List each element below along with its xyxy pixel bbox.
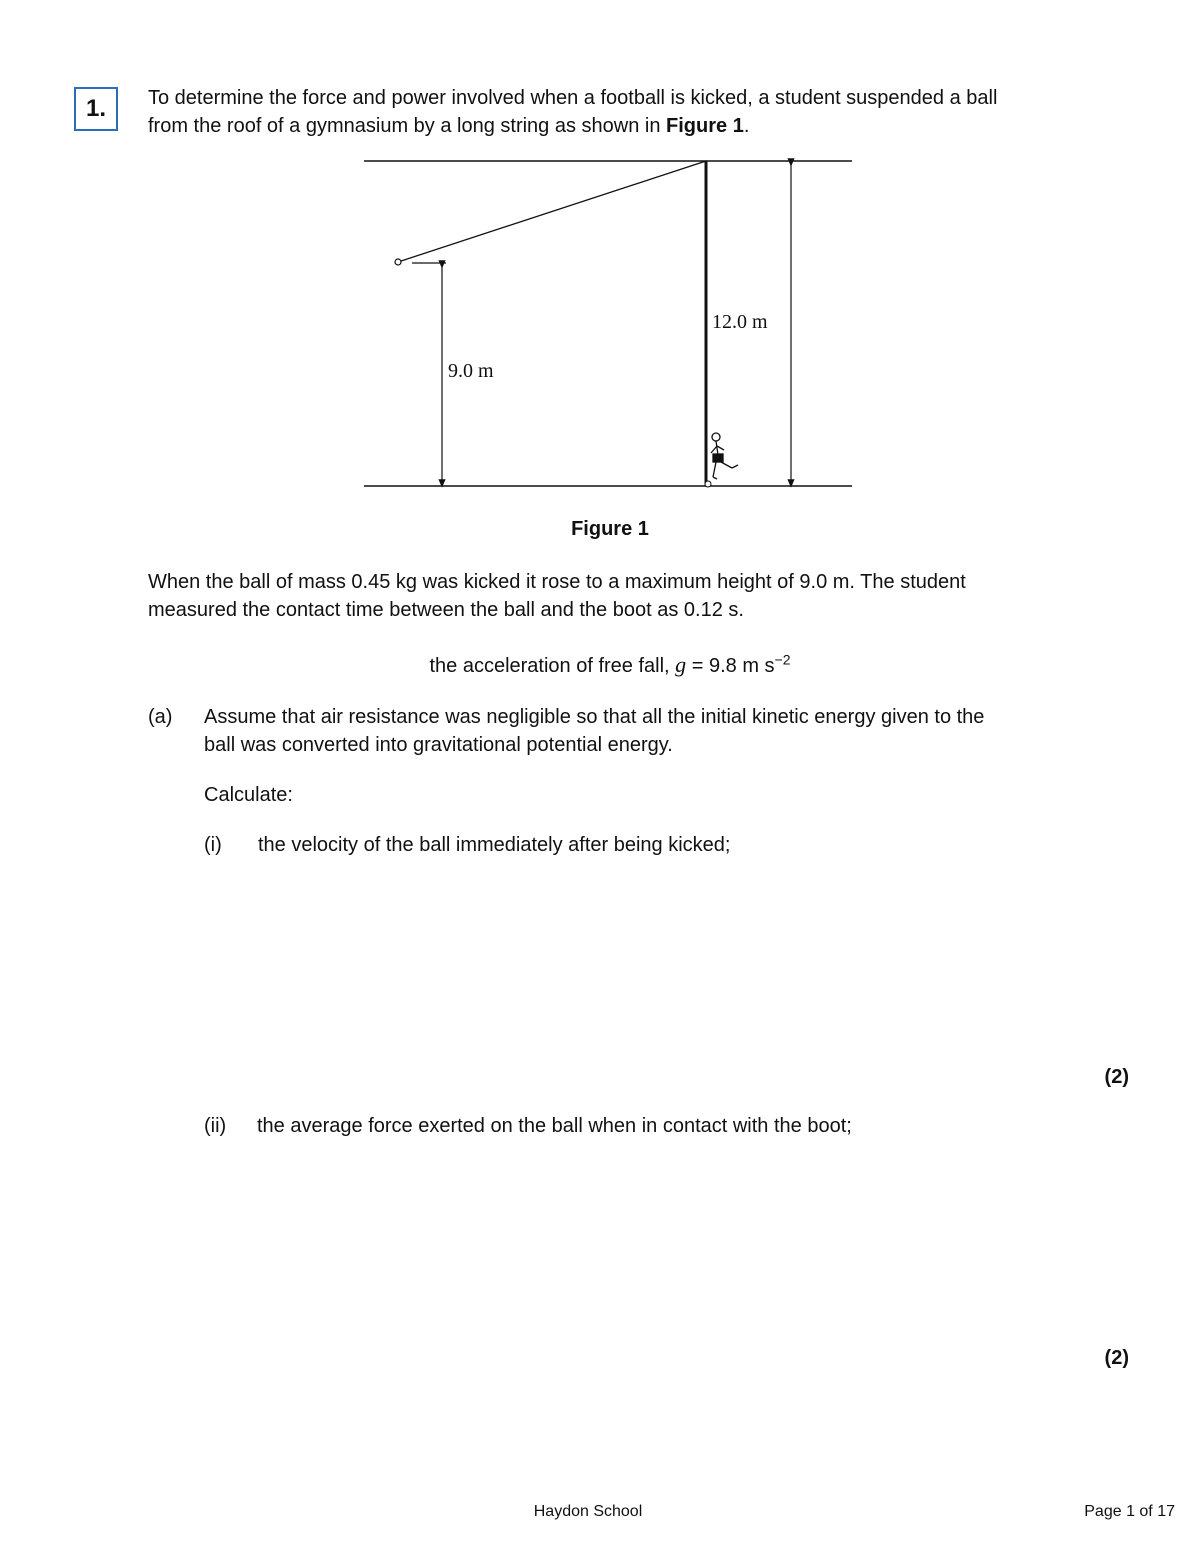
part-ii-label: (ii) <box>204 1115 227 1137</box>
question-number-text: 1. <box>85 95 106 122</box>
calculate-label: Calculate: <box>204 784 293 806</box>
accel-prefix: the acceleration of free fall, <box>429 655 676 677</box>
part-a-label: (a) <box>148 706 173 728</box>
part-i-marks: (2) <box>1104 1066 1129 1088</box>
intro-text: from the roof of a gymnasium by a long string as shown in <box>148 115 667 137</box>
suspended-ball <box>395 259 401 265</box>
intro-line-2 <box>148 112 749 140</box>
student-kicker-figure <box>711 433 738 479</box>
part-ii-marks: (2) <box>1104 1347 1129 1369</box>
intro-line-1: To determine the force and power involved when a football is kicked, a student suspended a ball <box>148 87 998 109</box>
body-line-2: measured the contact time between the ball and the boot as 0.12 s. <box>148 599 744 621</box>
label-12m: 12.0 m <box>712 311 768 333</box>
figure-reference: Figure 1 <box>666 115 744 137</box>
label-9m: 9.0 m <box>448 360 494 382</box>
ball-at-floor <box>705 481 711 487</box>
gymnasium-diagram <box>360 155 860 495</box>
intro-period: . <box>743 115 750 137</box>
body-line-1: When the ball of mass 0.45 kg was kicked it rose to a maximum height of 9.0 m. The student <box>148 571 966 593</box>
part-i-text: the velocity of the ball immediately after being kicked; <box>258 834 731 856</box>
g-symbol: g <box>675 652 687 677</box>
figure-caption: Figure 1 <box>571 518 649 540</box>
part-a-line-1: Assume that air resistance was negligible so that all the initial kinetic energy given to the <box>204 706 985 728</box>
accel-value: = 9.8 m s <box>686 655 775 677</box>
part-i-label: (i) <box>204 834 222 856</box>
footer-page-number: Page 1 of 17 <box>1084 1503 1175 1520</box>
accel-exponent: −2 <box>774 651 791 668</box>
question-number <box>74 87 118 131</box>
figure-1-diagram <box>360 155 860 501</box>
part-a-line-2: ball was converted into gravitational potential energy. <box>204 734 673 756</box>
string-line <box>398 161 706 262</box>
acceleration-statement <box>0 651 1200 680</box>
part-ii-text: the average force exerted on the ball when in contact with the boot; <box>257 1115 852 1137</box>
footer-school: Haydon School <box>533 1503 643 1520</box>
